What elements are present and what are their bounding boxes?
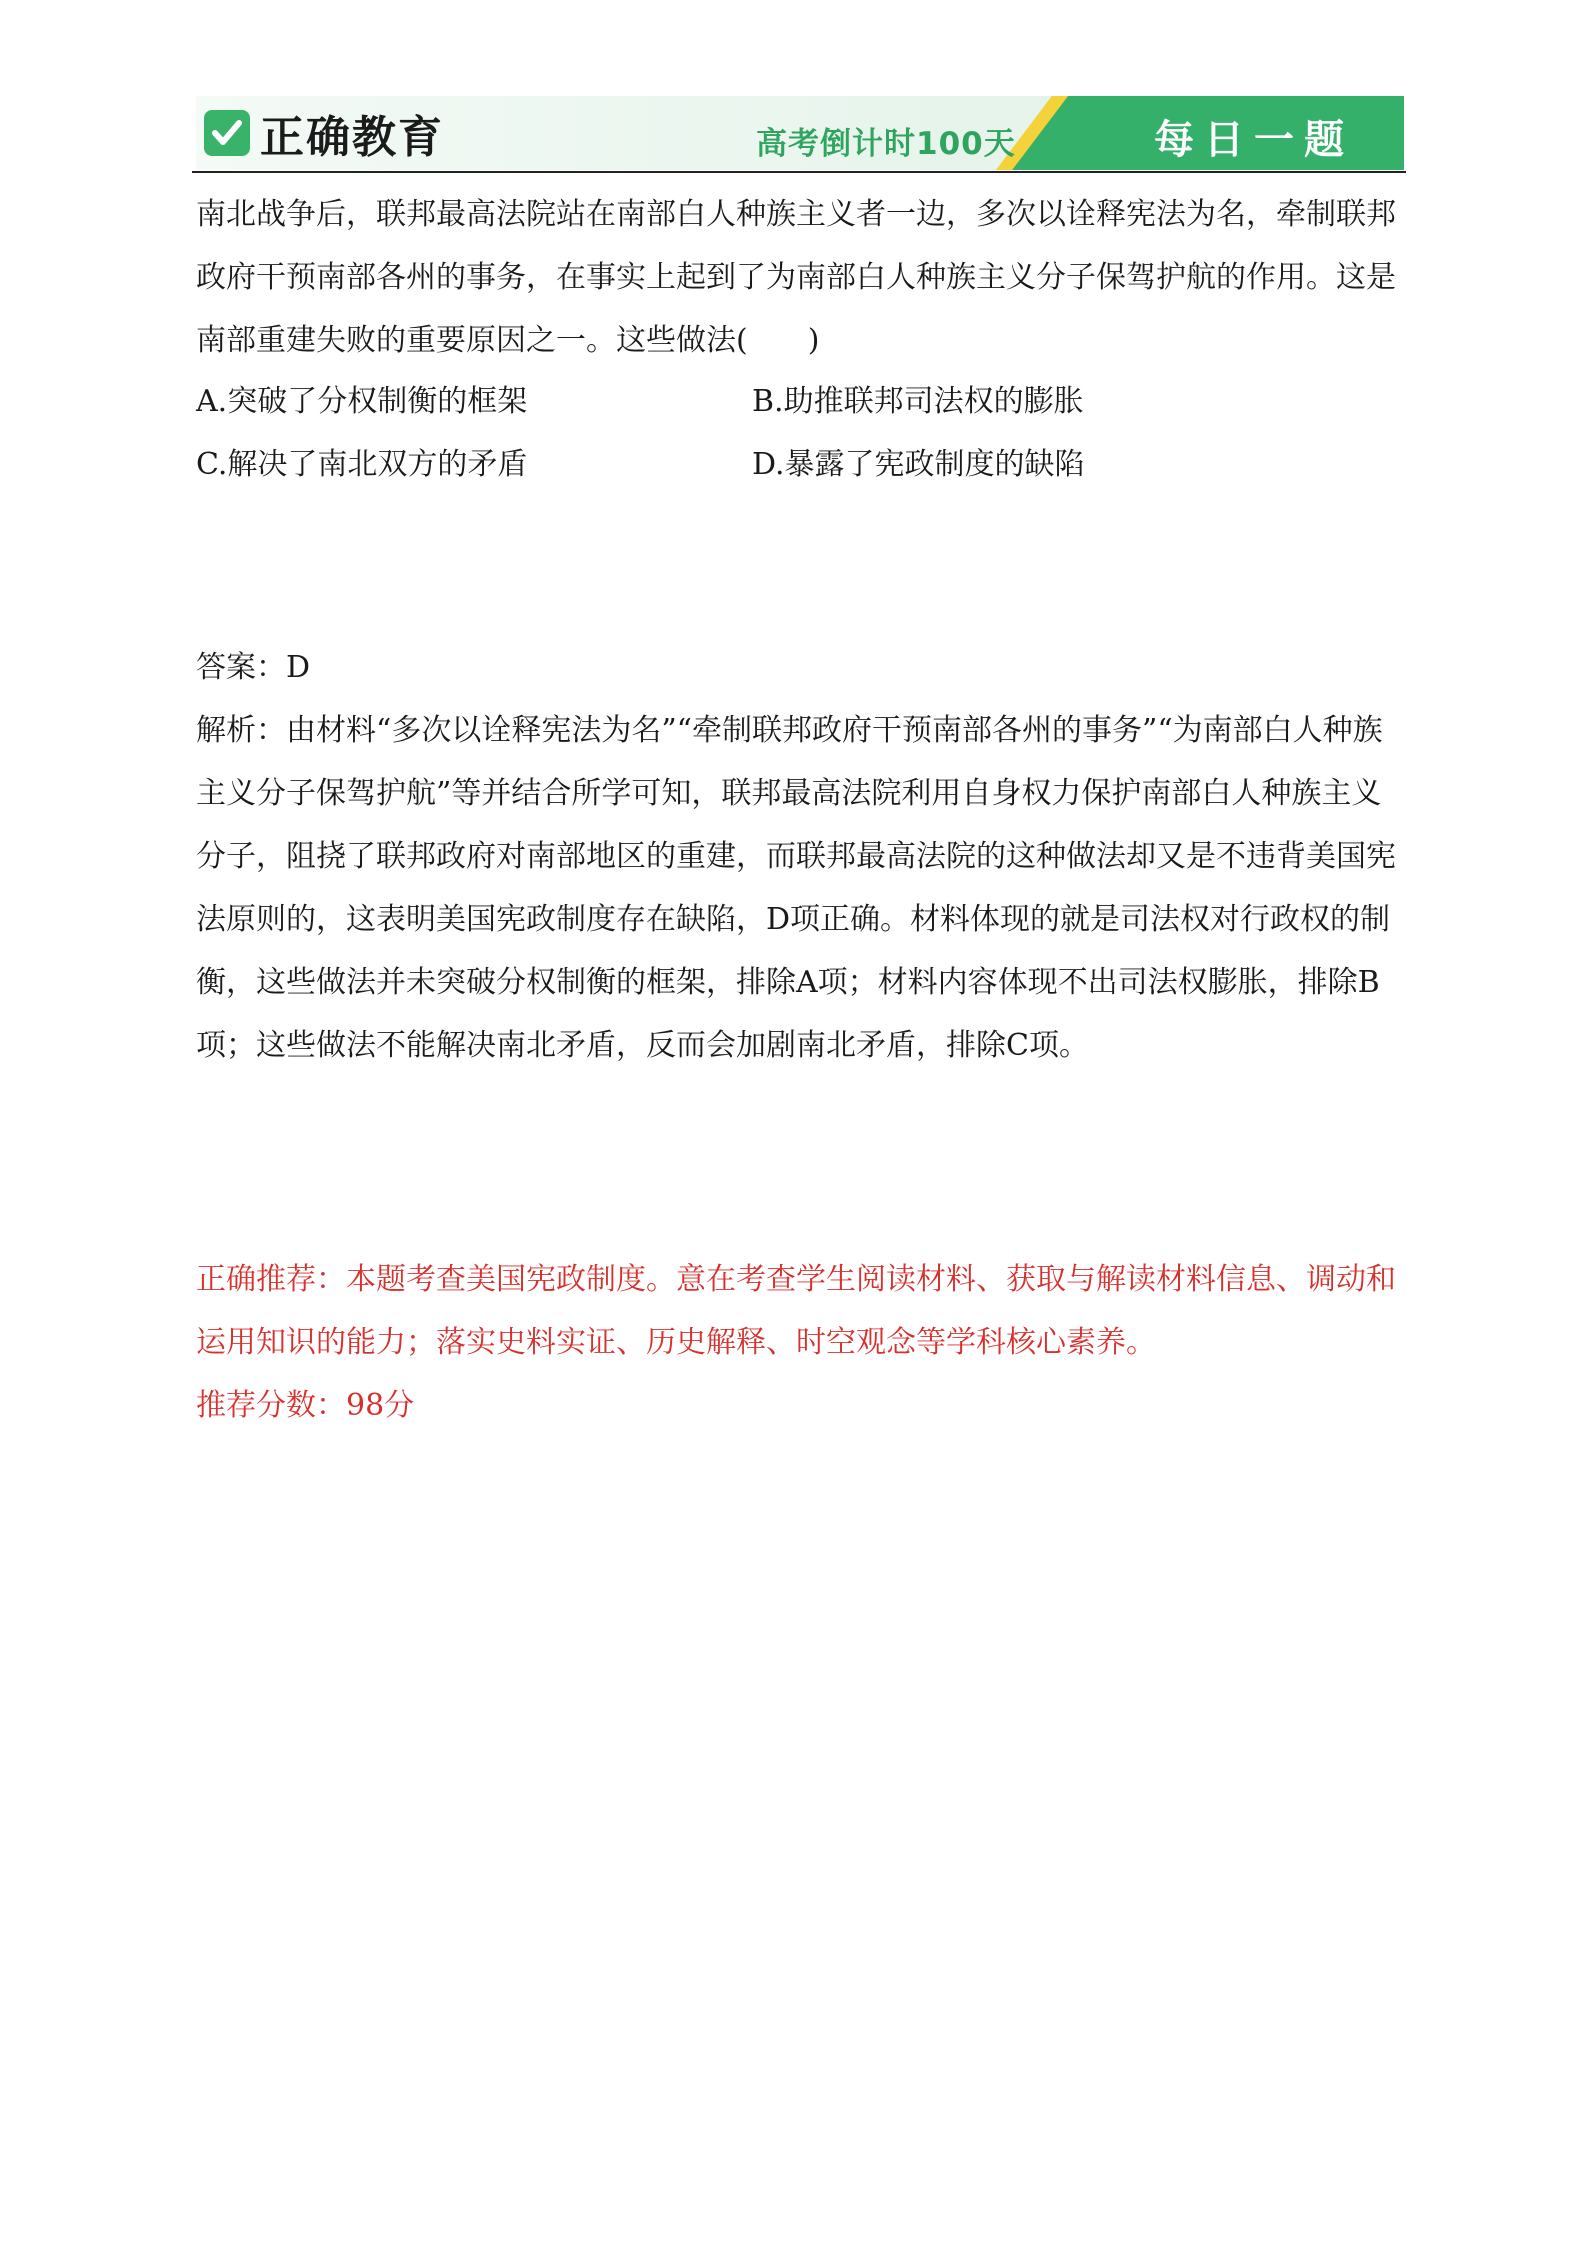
brand-name: 正确教育 bbox=[260, 112, 444, 163]
options-row-1 bbox=[196, 370, 1396, 433]
options-row-2 bbox=[196, 433, 1396, 496]
answer-line: 答案：D bbox=[196, 650, 311, 685]
answer-section bbox=[196, 636, 1396, 1077]
answer-options bbox=[196, 370, 1396, 496]
recommendation-text: 正确推荐：本题考查美国宪政制度。意在考查学生阅读材料、获取与解读材料信息、调动和运用知识的能力；落实史料实证、历史解释、时空观念等学科核心素养。 bbox=[196, 1262, 1396, 1360]
header-banner bbox=[196, 96, 1404, 170]
recommendation-section bbox=[196, 1248, 1396, 1437]
recommendation-score: 推荐分数：98分 bbox=[196, 1388, 415, 1423]
question-stem bbox=[196, 183, 1396, 372]
brand-logo bbox=[204, 106, 444, 163]
checkmark-icon bbox=[204, 110, 250, 156]
option-a: A.突破了分权制衡的框架 bbox=[196, 384, 528, 419]
question-text: 南北战争后，联邦最高法院站在南部白人种族主义者一边，多次以诠释宪法为名，牵制联邦政府干预南部各州的事务，在事实上起到了为南部白人种族主义分子保驾护航的作用。这是南部重建失败的重要原因之一。这些做法( ) bbox=[196, 197, 1396, 358]
daily-question-label: 每日一题 bbox=[1154, 117, 1354, 163]
countdown-label: 高考倒计时100天 bbox=[756, 126, 1016, 162]
analysis-text: 解析：由材料“多次以诠释宪法为名”“牵制联邦政府干预南部各州的事务”“为南部白人种族主义分子保驾护航”等并结合所学可知，联邦最高法院利用自身权力保护南部白人种族主义分子，阻挠了联邦政府对南部地区的重建，而联邦最高法院的这种做法却又是不违背美国宪法原则的，这表明美国宪政制度存在缺陷，D项正确。材料体现的就是司法权对行政权的制衡，这些做法并未突破分权制衡的框架，排除A项；材料内容体现不出司法权膨胀，排除B项；这些做法不能解决南北矛盾，反而会加剧南北矛盾，排除C项。 bbox=[196, 713, 1396, 1063]
option-b: B.助推联邦司法权的膨胀 bbox=[752, 384, 1084, 419]
option-d: D.暴露了宪政制度的缺陷 bbox=[752, 447, 1085, 482]
option-c: C.解决了南北双方的矛盾 bbox=[196, 447, 528, 482]
header-divider bbox=[192, 171, 1406, 173]
